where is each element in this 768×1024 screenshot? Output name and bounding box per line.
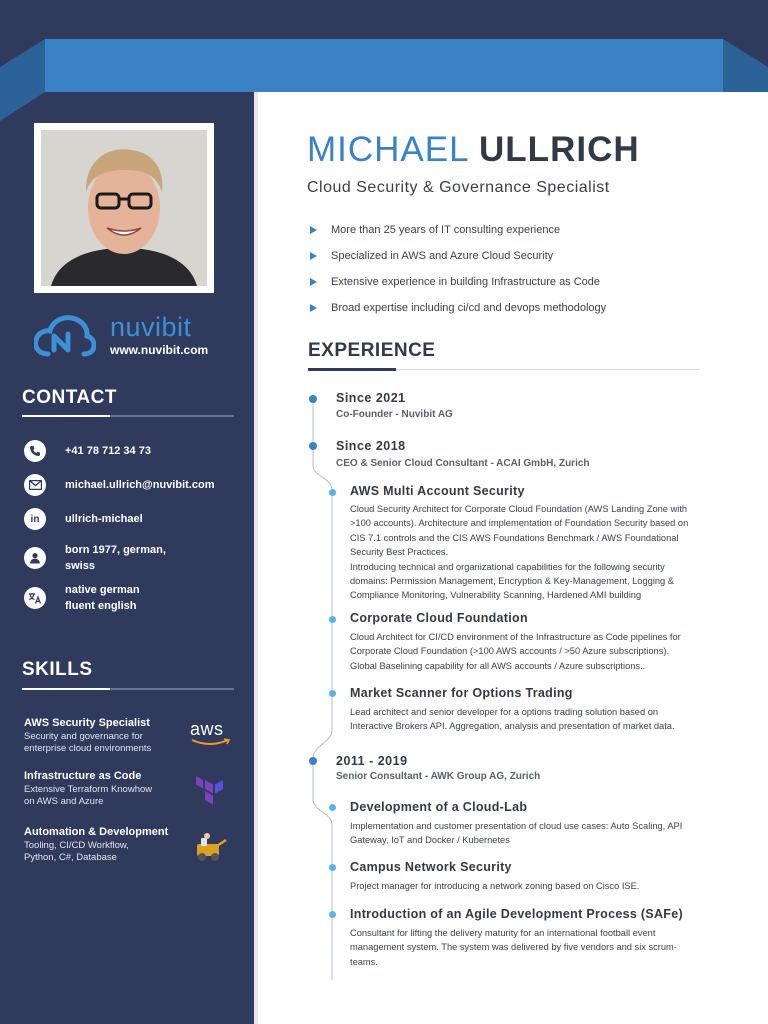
- highlight-item: [310, 274, 606, 300]
- contact-rule: [22, 415, 234, 417]
- company-url[interactable]: www.nuvibit.com: [110, 343, 209, 357]
- contact-birth: [24, 542, 166, 574]
- timeline-dot: [309, 757, 317, 765]
- skill-title: Automation & Development: [24, 826, 169, 838]
- highlight-text: Broad expertise including ci/cd and devops methodology: [331, 302, 607, 314]
- skill-title: Infrastructure as Code: [24, 770, 142, 782]
- last-name: ULLRICH: [479, 130, 640, 169]
- highlight-item: [310, 222, 606, 248]
- contact-linkedin-text: ullrich-michael: [65, 513, 143, 525]
- contact-languages: [24, 582, 140, 614]
- experience-period: Since 2021: [336, 391, 406, 405]
- bullet-arrow-icon: [310, 252, 317, 260]
- contact-birth-text: born 1977, german, swiss: [65, 544, 166, 572]
- project-desc: Project manager for introducing a network zoning based on Cisco ISE.: [350, 881, 640, 891]
- highlight-item: [310, 300, 606, 326]
- timeline-line: [300, 390, 350, 980]
- contact-email-text: michael.ullrich@nuvibit.com: [65, 479, 215, 491]
- phone-icon: [24, 440, 46, 462]
- timeline-subdot: [329, 690, 336, 697]
- highlights-list: [310, 222, 606, 326]
- project-desc: Implementation and customer presentation of cloud use cases: Auto Scaling, API Gateway, IoT and Docker / Kubernetes: [350, 821, 683, 846]
- experience-role: Senior Consultant - AWK Group AG, Zurich: [336, 771, 541, 782]
- experience-role: CEO & Senior Cloud Consultant - ACAI GmbH, Zurich: [336, 458, 590, 469]
- bullet-arrow-icon: [310, 278, 317, 286]
- timeline-subdot: [329, 616, 336, 623]
- aws-logo-text: aws: [190, 719, 224, 739]
- bullet-arrow-icon: [310, 304, 317, 312]
- project-title: Development of a Cloud-Lab: [350, 800, 528, 814]
- full-name: [307, 130, 640, 170]
- aws-logo-icon: [190, 720, 232, 747]
- person-icon: [24, 547, 46, 569]
- linkedin-icon: in: [24, 508, 46, 530]
- highlight-text: Specialized in AWS and Azure Cloud Security: [331, 250, 554, 262]
- profile-photo: [41, 130, 207, 286]
- highlight-text: More than 25 years of IT consulting experience: [331, 224, 561, 236]
- timeline-subdot: [329, 864, 336, 871]
- project-title: Market Scanner for Options Trading: [350, 686, 573, 700]
- contact-phone[interactable]: [24, 440, 151, 462]
- experience-period: Since 2018: [336, 439, 406, 453]
- project-title: AWS Multi Account Security: [350, 484, 525, 498]
- skill-desc: Tooling, CI/CD Workflow, Python, C#, Database: [24, 840, 129, 863]
- timeline-dot: [309, 442, 317, 450]
- jenkins-logo-icon: [193, 832, 229, 862]
- first-name: MICHAEL: [307, 130, 469, 169]
- logo-wordmark: nuvibit: [110, 312, 192, 342]
- highlight-text: Extensive experience in building Infrastructure as Code: [331, 276, 601, 288]
- translate-icon: [24, 587, 46, 609]
- terraform-logo-icon: [196, 776, 224, 806]
- contact-email[interactable]: [24, 474, 214, 496]
- skills-heading: SKILLS: [22, 659, 93, 680]
- highlight-item: [310, 248, 606, 274]
- nuvibit-logo-icon: [34, 314, 96, 358]
- contact-linkedin[interactable]: [24, 508, 143, 530]
- skill-desc: Security and governance for enterprise cloud environments: [24, 731, 152, 754]
- timeline-dot: [309, 395, 317, 403]
- project-desc: Cloud Architect for CI/CD environment of the Infrastructure as Code pipelines for Corporate Cloud Foundation (>100 AWS accounts / >50 Azure subscriptions). Global Baselining capability for all AWS accounts / Azure subscriptions..: [350, 632, 681, 671]
- experience-period: 2011 - 2019: [336, 754, 408, 768]
- contact-heading: CONTACT: [22, 387, 117, 408]
- email-icon: [24, 474, 46, 496]
- project-desc: Consultant for lifting the delivery maturity for an international football event management system. The system was delivered by five vendors and six scrum- teams.: [350, 928, 677, 967]
- project-title: Campus Network Security: [350, 860, 512, 874]
- header-banner: [45, 39, 723, 92]
- timeline-subdot: [329, 911, 336, 918]
- experience-role: Co-Founder - Nuvibit AG: [336, 409, 453, 420]
- project-title: Introduction of an Agile Development Process (SAFe): [350, 907, 683, 921]
- banner-fold-left: [0, 39, 45, 121]
- contact-languages-text: native german fluent english: [65, 584, 140, 612]
- profile-photo-frame: [34, 123, 214, 293]
- timeline-subdot: [329, 804, 336, 811]
- skill-desc: Extensive Terraform Knowhow on AWS and Azure: [24, 784, 153, 807]
- project-desc: Cloud Security Architect for Corporate Cloud Foundation (AWS Landing Zone with >100 accounts). Architecture and implementation of Foundation Security based on CIS 7.1 controls and the CIS AWS Foundations Benchmark / AWS Foundational Security Best Practices. Introducing technical and organizational capabilities for the following security domains: Permission Management, Encryption & Key-Management, Logging & Compliance Monitoring, Vulnerability Scanning, Hardened AMI building: [350, 504, 689, 601]
- experience-rule: [308, 369, 700, 370]
- project-desc: Lead architect and senior developer for a options trading solution based on Interactive Brokers API. Aggregation, analysis and presentation of market data.: [350, 707, 675, 732]
- profile-title: Cloud Security & Governance Specialist: [307, 179, 610, 196]
- project-title: Corporate Cloud Foundation: [350, 611, 528, 625]
- skills-rule: [22, 688, 234, 690]
- bullet-arrow-icon: [310, 226, 317, 234]
- contact-phone-text: +41 78 712 34 73: [65, 445, 151, 457]
- timeline-subdot: [329, 489, 336, 496]
- experience-heading: EXPERIENCE: [308, 340, 436, 361]
- company-logo: [34, 312, 224, 360]
- skill-title: AWS Security Specialist: [24, 717, 150, 729]
- portrait-image: [41, 130, 207, 286]
